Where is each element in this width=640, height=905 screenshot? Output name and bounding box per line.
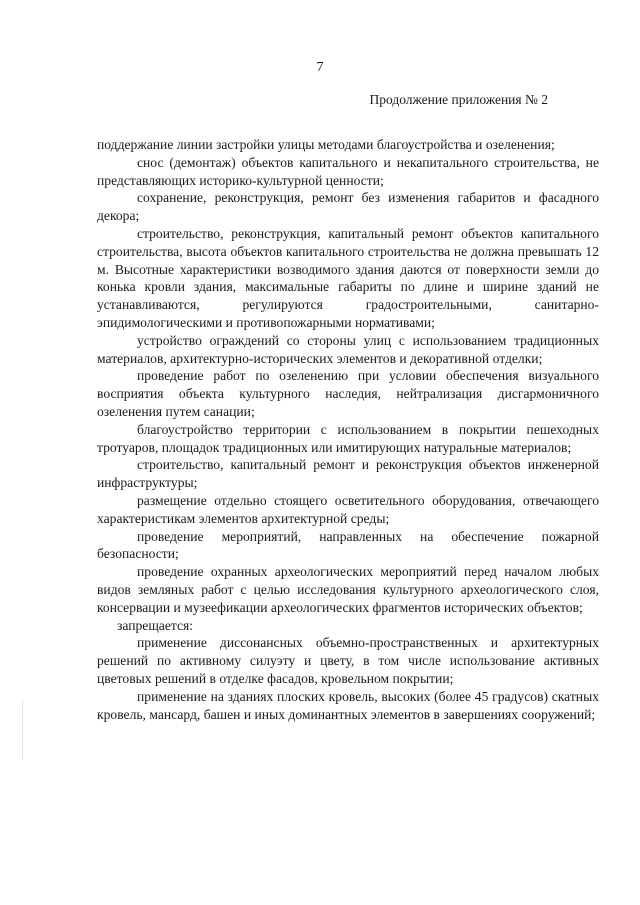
prohibited-heading: запрещается: — [117, 617, 194, 633]
paragraph: размещение отдельно стоящего осветительного оборудования, отвечающего характеристикам элементов архитектурной среды; — [97, 492, 599, 526]
paragraph: снос (демонтаж) объектов капитального и некапитального строительства, не представляющих историко-культурной ценности; — [97, 154, 599, 188]
paragraph: устройство ограждений со стороны улиц с использованием традиционных материалов, архитектурно-исторических элементов и декоративной отделки; — [97, 332, 599, 366]
paragraph: применение на зданиях плоских кровель, высоких (более 45 градусов) скатных кровель, мансард, башен и иных доминантных элементов в завершениях сооружений; — [97, 688, 599, 722]
paragraph: проведение охранных археологических мероприятий перед началом любых видов земляных работ с целью исследования культурного археологического слоя, консервации и музеефикации археологических фрагментов исторических объектов; — [97, 564, 599, 615]
paragraph: проведение работ по озеленению при условии обеспечения визуального восприятия объекта культурного наследия, нейтрализация дисгармоничного озеленения путем санации; — [97, 368, 599, 419]
paragraph: строительство, капитальный ремонт и реконструкция объектов инженерной инфраструктуры; — [97, 457, 599, 491]
paragraph: поддержание линии застройки улицы методами благоустройства и озеленения; — [97, 137, 555, 152]
document-body — [97, 136, 599, 723]
paragraph: проведение мероприятий, направленных на обеспечение пожарной безопасности; — [97, 528, 599, 562]
scan-artifact — [22, 700, 23, 760]
paragraph: применение диссонансных объемно-пространственных и архитектурных решений по активному силуэту и цвету, в том числе использование активных цветовых решений в отделке фасадов, кровельном покрытии; — [97, 635, 599, 686]
appendix-continuation-note: Продолжение приложения № 2 — [369, 92, 548, 107]
page-number: 7 — [316, 60, 324, 75]
paragraph: сохранение, реконструкция, ремонт без изменения габаритов и фасадного декора; — [97, 190, 599, 224]
paragraph: благоустройство территории с использованием в покрытии пешеходных тротуаров, площадок традиционных или имитирующих натуральные материалов; — [97, 421, 599, 455]
paragraph: строительство, реконструкция, капитальный ремонт объектов капитального строительства, высота объектов капитального строительства не должна превышать 12 м. Высотные характеристики возводимого здания даются от поверхности земли до конька кровли здания, максимальные габариты по длине и ширине зданий не устанавливаются, регулируются градостроительными, санитарно-эпидимологическими и противопожарными нормативами; — [97, 225, 599, 330]
